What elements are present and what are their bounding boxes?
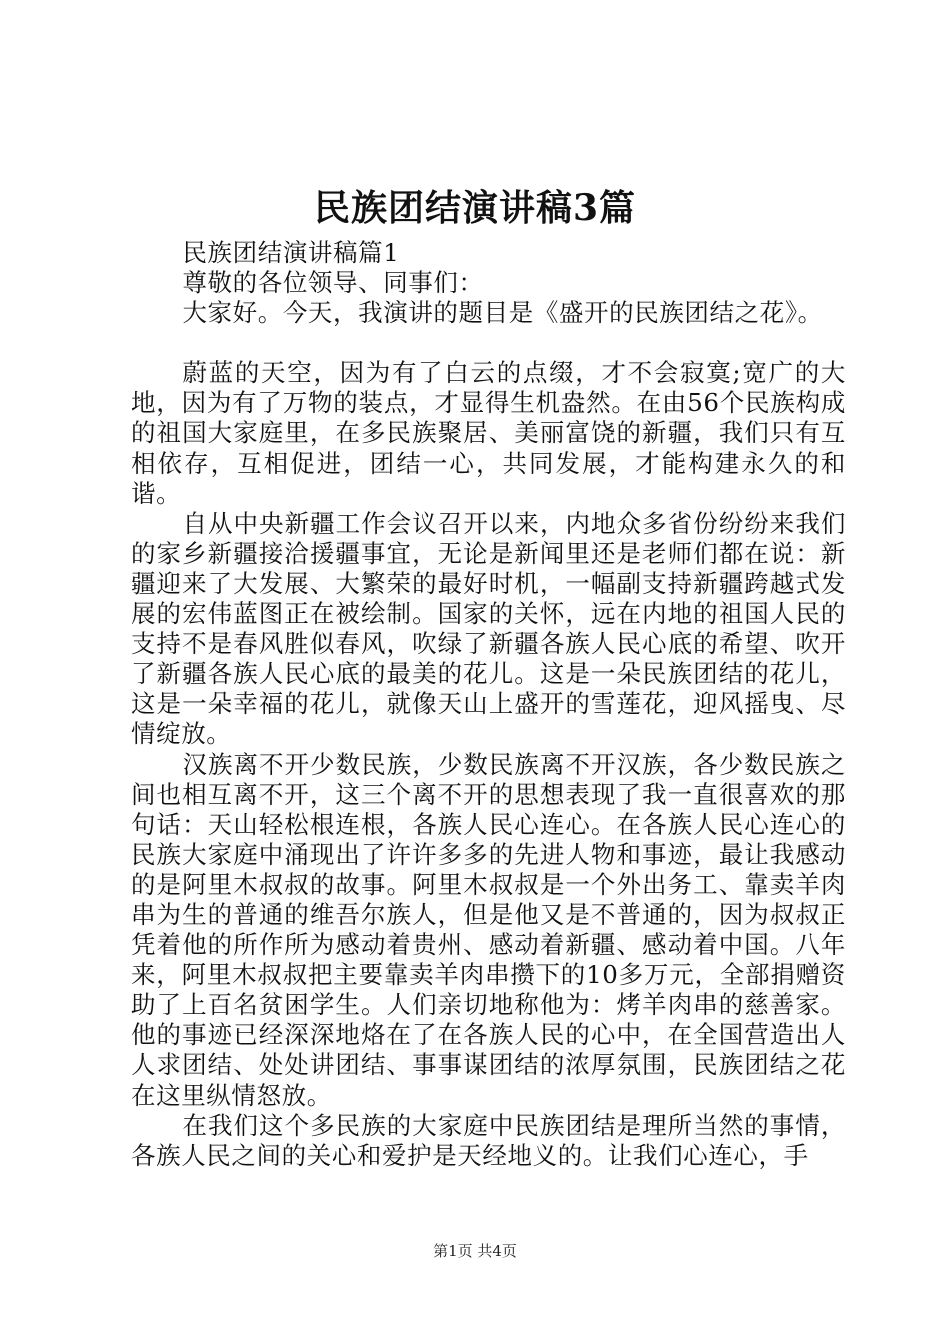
salutation: 尊敬的各位领导、同事们：	[182, 268, 484, 298]
greeting: 大家好。今天，我演讲的题目是《盛开的民族团结之花》。	[182, 298, 823, 328]
paragraph-2: 自从中央新疆工作会议召开以来，内地众多省份纷纷来我们的家乡新疆接洽援疆事宜，无论是新闻里还是老师们都在说：新疆迎来了大发展、大繁荣的最好时机，一幅副支持新疆跨越式发展的宏伟蓝图正在被绘制。国家的关怀，远在内地的祖国人民的支持不是春风胜似春风，吹绿了新疆各族人民心底的希望、吹开了新疆各族人民心底的最美的花儿。这是一朵民族团结的花儿，这是一朵幸福的花儿，就像天山上盛开的雪莲花，迎风摇曳、尽情绽放。	[131, 508, 846, 749]
paragraph-4: 在我们这个多民族的大家庭中民族团结是理所当然的事情，各族人民之间的关心和爱护是天经地义的。让我们心连心，手	[131, 1110, 846, 1170]
page-footer: 第1页 共4页	[433, 1242, 517, 1260]
paragraph-3: 汉族离不开少数民族，少数民族离不开汉族，各少数民族之间也相互离不开，这三个离不开的思想表现了我一直很喜欢的那句话：天山轻松根连根，各族人民心连心。在各族人民心连心的民族大家庭中涌现出了许许多多的先进人物和事迹，最让我感动的是阿里木叔叔的故事。阿里木叔叔是一个外出务工、靠卖羊肉串为生的普通的维吾尔族人，但是他又是不普通的，因为叔叔正凭着他的所作所为感动着贵州、感动着新疆、感动着中国。八年来，阿里木叔叔把主要靠卖羊肉串攒下的10多万元，全部捐赠资助了上百名贫困学生。人们亲切地称他为：烤羊肉串的慈善家。他的事迹已经深深地烙在了在各族人民的心中，在全国营造出人人求团结、处处讲团结、事事谋团结的浓厚氛围，民族团结之花在这里纵情怒放。	[131, 749, 846, 1110]
blank-line	[131, 328, 846, 358]
paragraph-1: 蔚蓝的天空，因为有了白云的点缀，才不会寂寞;宽广的大地，因为有了万物的装点，才显得生机盎然。在由56个民族构成的祖国大家庭里，在多民族聚居、美丽富饶的新疆，我们只有互相依存，互相促进，团结一心，共同发展，才能构建永久的和谐。	[131, 358, 846, 508]
document-title: 民族团结演讲稿3篇	[313, 187, 637, 229]
document-body	[131, 238, 846, 1171]
section-subtitle: 民族团结演讲稿篇1	[182, 238, 400, 267]
